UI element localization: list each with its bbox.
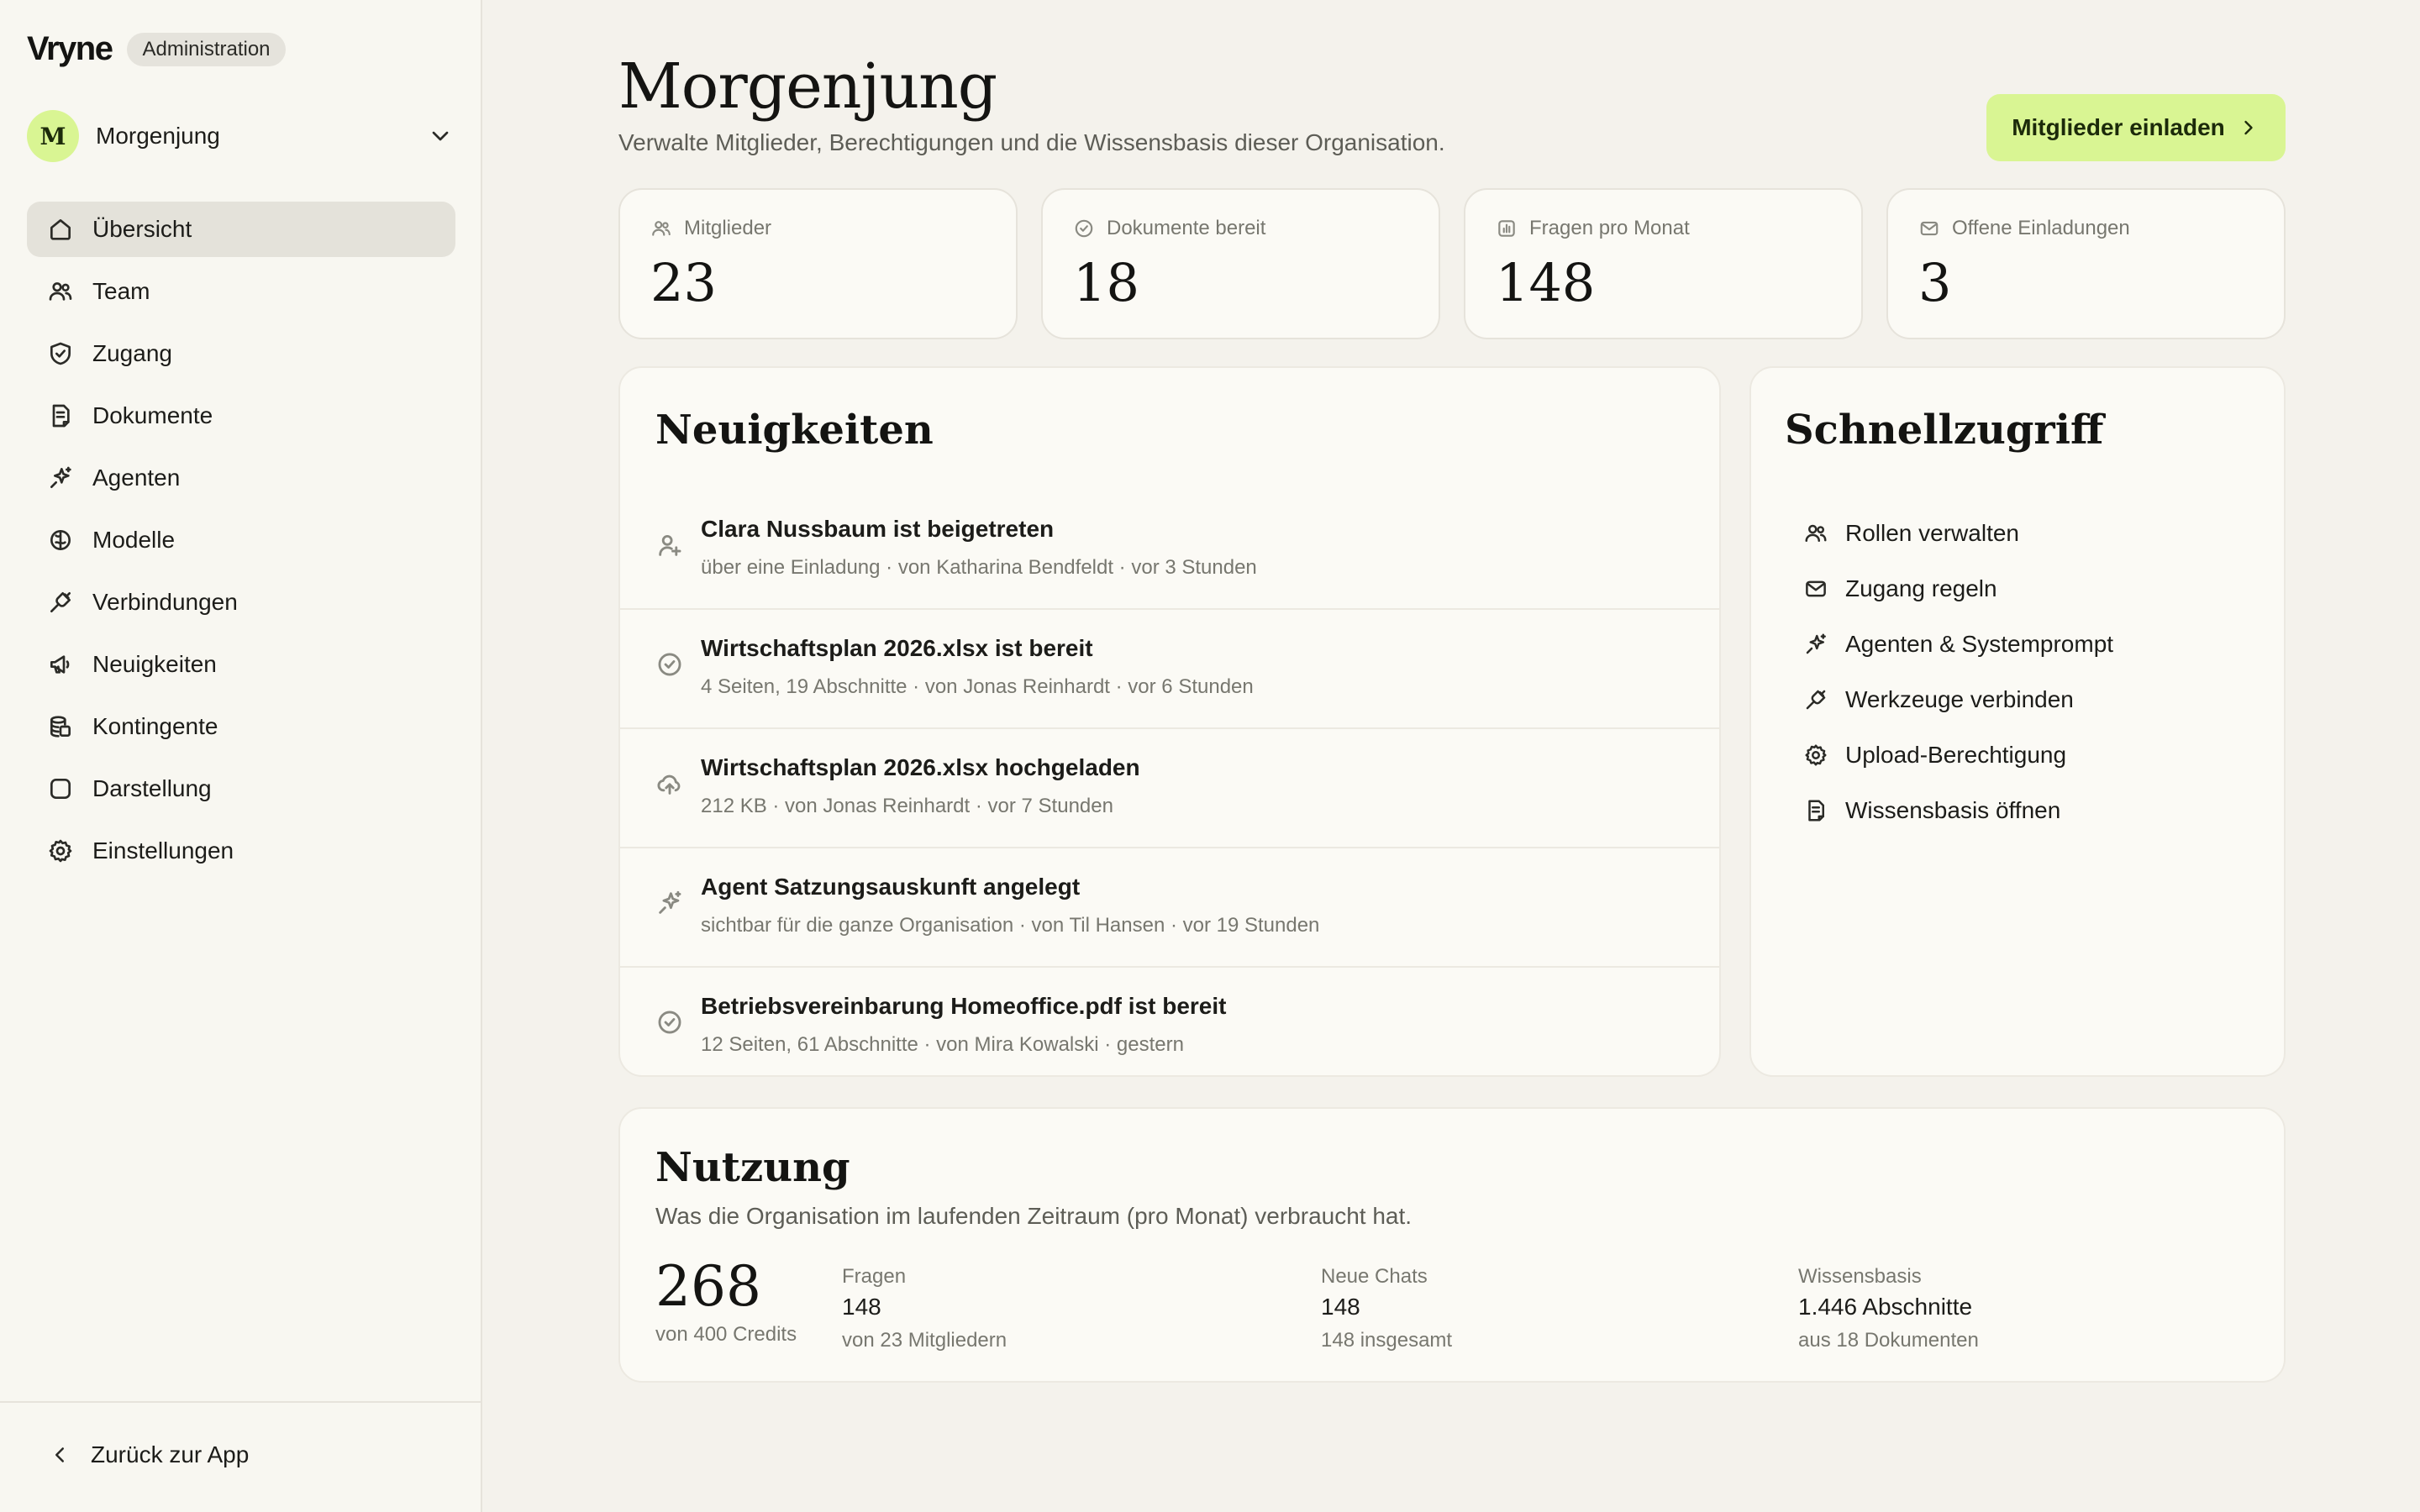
- news-item-meta: 212 KB · von Jonas Reinhardt · vor 7 Stunden: [701, 795, 1113, 817]
- shield-check-icon: [47, 340, 74, 367]
- plug-icon: [47, 589, 74, 616]
- document-icon: [47, 402, 74, 429]
- sidebar-item-label: Modelle: [92, 527, 176, 553]
- news-card: [618, 366, 1721, 1077]
- admin-badge: Administration: [127, 33, 285, 66]
- sidebar-item-label: Agenten: [92, 465, 181, 491]
- stat-label: [1073, 217, 1408, 240]
- sidebar-item-label: Verbindungen: [92, 589, 238, 615]
- cloud-upload-icon: [655, 769, 684, 798]
- credits-value: 268: [655, 1254, 761, 1319]
- quick-link-label: Agenten & Systemprompt: [1845, 631, 2114, 657]
- quick-link-label: Werkzeuge verbinden: [1845, 686, 2074, 712]
- quick-link-access[interactable]: [1803, 561, 2113, 617]
- database-icon: [47, 713, 74, 740]
- stat-label-text: Mitglieder: [684, 217, 772, 239]
- square-icon: [47, 775, 74, 802]
- sidebar-item-label: Neuigkeiten: [92, 651, 217, 677]
- usage-knowledge: [1798, 1265, 1979, 1352]
- news-item[interactable]: [620, 848, 1719, 968]
- sparkles-icon: [1803, 632, 1828, 657]
- news-item-title: Betriebsvereinbarung Homeoffice.pdf ist bereit: [701, 993, 1227, 1019]
- quick-access-title: Schnellzugriff: [1785, 407, 2104, 454]
- megaphone-icon: [47, 651, 74, 678]
- sidebar-item-einstellungen[interactable]: [27, 823, 455, 879]
- check-circle-icon: [655, 650, 684, 679]
- news-item-meta: über eine Einladung · von Katharina Bendfeldt · vor 3 Stunden: [701, 556, 1257, 579]
- sparkles-icon: [655, 889, 684, 917]
- sidebar-item-agenten[interactable]: [27, 450, 455, 506]
- stat-label-text: Fragen pro Monat: [1529, 217, 1690, 239]
- brain-icon: [47, 527, 74, 554]
- bar-chart-icon: [1496, 218, 1518, 239]
- sidebar-item-dokumente[interactable]: [27, 388, 455, 444]
- invite-members-button[interactable]: [1986, 94, 2286, 161]
- mail-icon: [1803, 576, 1828, 601]
- users-icon: [650, 218, 672, 239]
- stat-value: 23: [650, 252, 717, 313]
- sidebar-item-label: Team: [92, 278, 150, 304]
- stat-value: 18: [1073, 252, 1139, 313]
- quick-link-agents[interactable]: [1803, 617, 2113, 672]
- usage-sub: von 23 Mitgliedern: [842, 1329, 1007, 1352]
- news-item[interactable]: [620, 491, 1719, 610]
- stat-label: [1918, 217, 2254, 240]
- users-icon: [47, 278, 74, 305]
- org-switcher[interactable]: [27, 108, 457, 165]
- page-title: Morgenjung: [618, 50, 997, 123]
- quick-link-roles[interactable]: [1803, 506, 2113, 561]
- usage-questions: [842, 1265, 1007, 1352]
- news-item-title: Wirtschaftsplan 2026.xlsx ist bereit: [701, 635, 1093, 661]
- quick-access-list: [1803, 506, 2113, 838]
- quick-link-label: Wissensbasis öffnen: [1845, 797, 2061, 823]
- stat-card-invitations: [1886, 188, 2286, 339]
- quick-link-upload[interactable]: [1803, 727, 2113, 783]
- usage-sub: aus 18 Dokumenten: [1798, 1329, 1979, 1352]
- sidebar-item-team[interactable]: [27, 264, 455, 319]
- stat-value: 3: [1918, 252, 1952, 313]
- quick-link-tools[interactable]: [1803, 672, 2113, 727]
- quick-link-label: Zugang regeln: [1845, 575, 1997, 601]
- quick-link-label: Upload-Berechtigung: [1845, 742, 2067, 768]
- back-to-app-label: Zurück zur App: [91, 1441, 250, 1467]
- plug-icon: [1803, 687, 1828, 712]
- usage-label: Wissensbasis: [1798, 1265, 1922, 1288]
- stat-label: [650, 217, 986, 240]
- news-item[interactable]: [620, 610, 1719, 729]
- back-to-app-link[interactable]: [47, 1441, 249, 1468]
- home-icon: [47, 216, 74, 243]
- stat-label-text: Dokumente bereit: [1107, 217, 1266, 239]
- news-item-title: Agent Satzungsauskunft angelegt: [701, 874, 1081, 900]
- stat-card-documents: [1041, 188, 1440, 339]
- news-item[interactable]: [620, 968, 1719, 1087]
- news-item-meta: 4 Seiten, 19 Abschnitte · von Jonas Reinhardt · vor 6 Stunden: [701, 675, 1254, 698]
- check-circle-icon: [1073, 218, 1095, 239]
- news-item-meta: sichtbar für die ganze Organisation · von Til Hansen · vor 19 Stunden: [701, 914, 1320, 937]
- chevron-right-icon: [2237, 116, 2260, 139]
- quick-link-knowledge[interactable]: [1803, 783, 2113, 838]
- usage-card: [618, 1107, 2286, 1383]
- news-item-title: Clara Nussbaum ist beigetreten: [701, 516, 1055, 542]
- stat-label: [1496, 217, 1831, 240]
- sidebar-item-label: Einstellungen: [92, 837, 234, 864]
- usage-credits: [655, 1254, 797, 1347]
- sidebar-nav: [27, 202, 455, 885]
- sidebar-item-neuigkeiten[interactable]: [27, 637, 455, 692]
- news-item-meta: 12 Seiten, 61 Abschnitte · von Mira Kowalski · gestern: [701, 1033, 1184, 1056]
- sidebar-item-modelle[interactable]: [27, 512, 455, 568]
- usage-value: 1.446 Abschnitte: [1798, 1294, 1973, 1320]
- stat-card-questions: [1464, 188, 1863, 339]
- sidebar-item-zugang[interactable]: [27, 326, 455, 381]
- usage-label: Fragen: [842, 1265, 907, 1288]
- sparkles-icon: [47, 465, 74, 491]
- usage-label: Neue Chats: [1321, 1265, 1428, 1288]
- sidebar-item-label: Dokumente: [92, 402, 213, 428]
- quick-access-card: [1749, 366, 2286, 1077]
- document-icon: [1803, 798, 1828, 823]
- chevron-left-icon: [47, 1442, 72, 1467]
- stat-value: 148: [1496, 252, 1596, 313]
- sidebar-item-label: Übersicht: [92, 216, 192, 242]
- gear-icon: [1803, 743, 1828, 768]
- quick-link-label: Rollen verwalten: [1845, 520, 2019, 546]
- mail-icon: [1918, 218, 1940, 239]
- sidebar-footer: [0, 1401, 481, 1512]
- user-plus-icon: [655, 531, 684, 559]
- usage-new-chats: [1321, 1265, 1452, 1352]
- page-subtitle: Verwalte Mitglieder, Berechtigungen und die Wissensbasis dieser Organisation.: [618, 129, 1445, 155]
- credits-sub: von 400 Credits: [655, 1322, 797, 1346]
- gear-icon: [47, 837, 74, 864]
- stat-label-text: Offene Einladungen: [1952, 217, 2130, 239]
- news-item-title: Wirtschaftsplan 2026.xlsx hochgeladen: [701, 754, 1140, 780]
- stat-card-members: [618, 188, 1018, 339]
- check-circle-icon: [655, 1008, 684, 1037]
- brand: [27, 30, 286, 68]
- sidebar-item-label: Zugang: [92, 340, 172, 366]
- org-name: Morgenjung: [96, 123, 220, 149]
- usage-value: 148: [842, 1294, 881, 1320]
- usage-subtitle: Was die Organisation im laufenden Zeitraum (pro Monat) verbraucht hat.: [655, 1203, 1413, 1229]
- stats-row: [618, 188, 2286, 339]
- sidebar-item-uebersicht[interactable]: [27, 202, 455, 257]
- invite-members-label: Mitglieder einladen: [2012, 114, 2225, 140]
- sidebar-item-kontingente[interactable]: [27, 699, 455, 754]
- usage-title: Nutzung: [655, 1144, 850, 1191]
- news-item[interactable]: [620, 729, 1719, 848]
- sidebar-item-darstellung[interactable]: [27, 761, 455, 816]
- sidebar-item-label: Kontingente: [92, 713, 218, 739]
- chevron-down-icon: [427, 123, 454, 150]
- org-avatar: M: [27, 110, 79, 162]
- users-icon: [1803, 521, 1828, 546]
- brand-logo[interactable]: Vryne: [27, 30, 113, 67]
- sidebar-item-label: Darstellung: [92, 775, 212, 801]
- usage-sub: 148 insgesamt: [1321, 1329, 1453, 1352]
- sidebar-item-verbindungen[interactable]: [27, 575, 455, 630]
- sidebar: [0, 0, 482, 1512]
- news-title: Neuigkeiten: [655, 407, 934, 454]
- usage-value: 148: [1321, 1294, 1360, 1320]
